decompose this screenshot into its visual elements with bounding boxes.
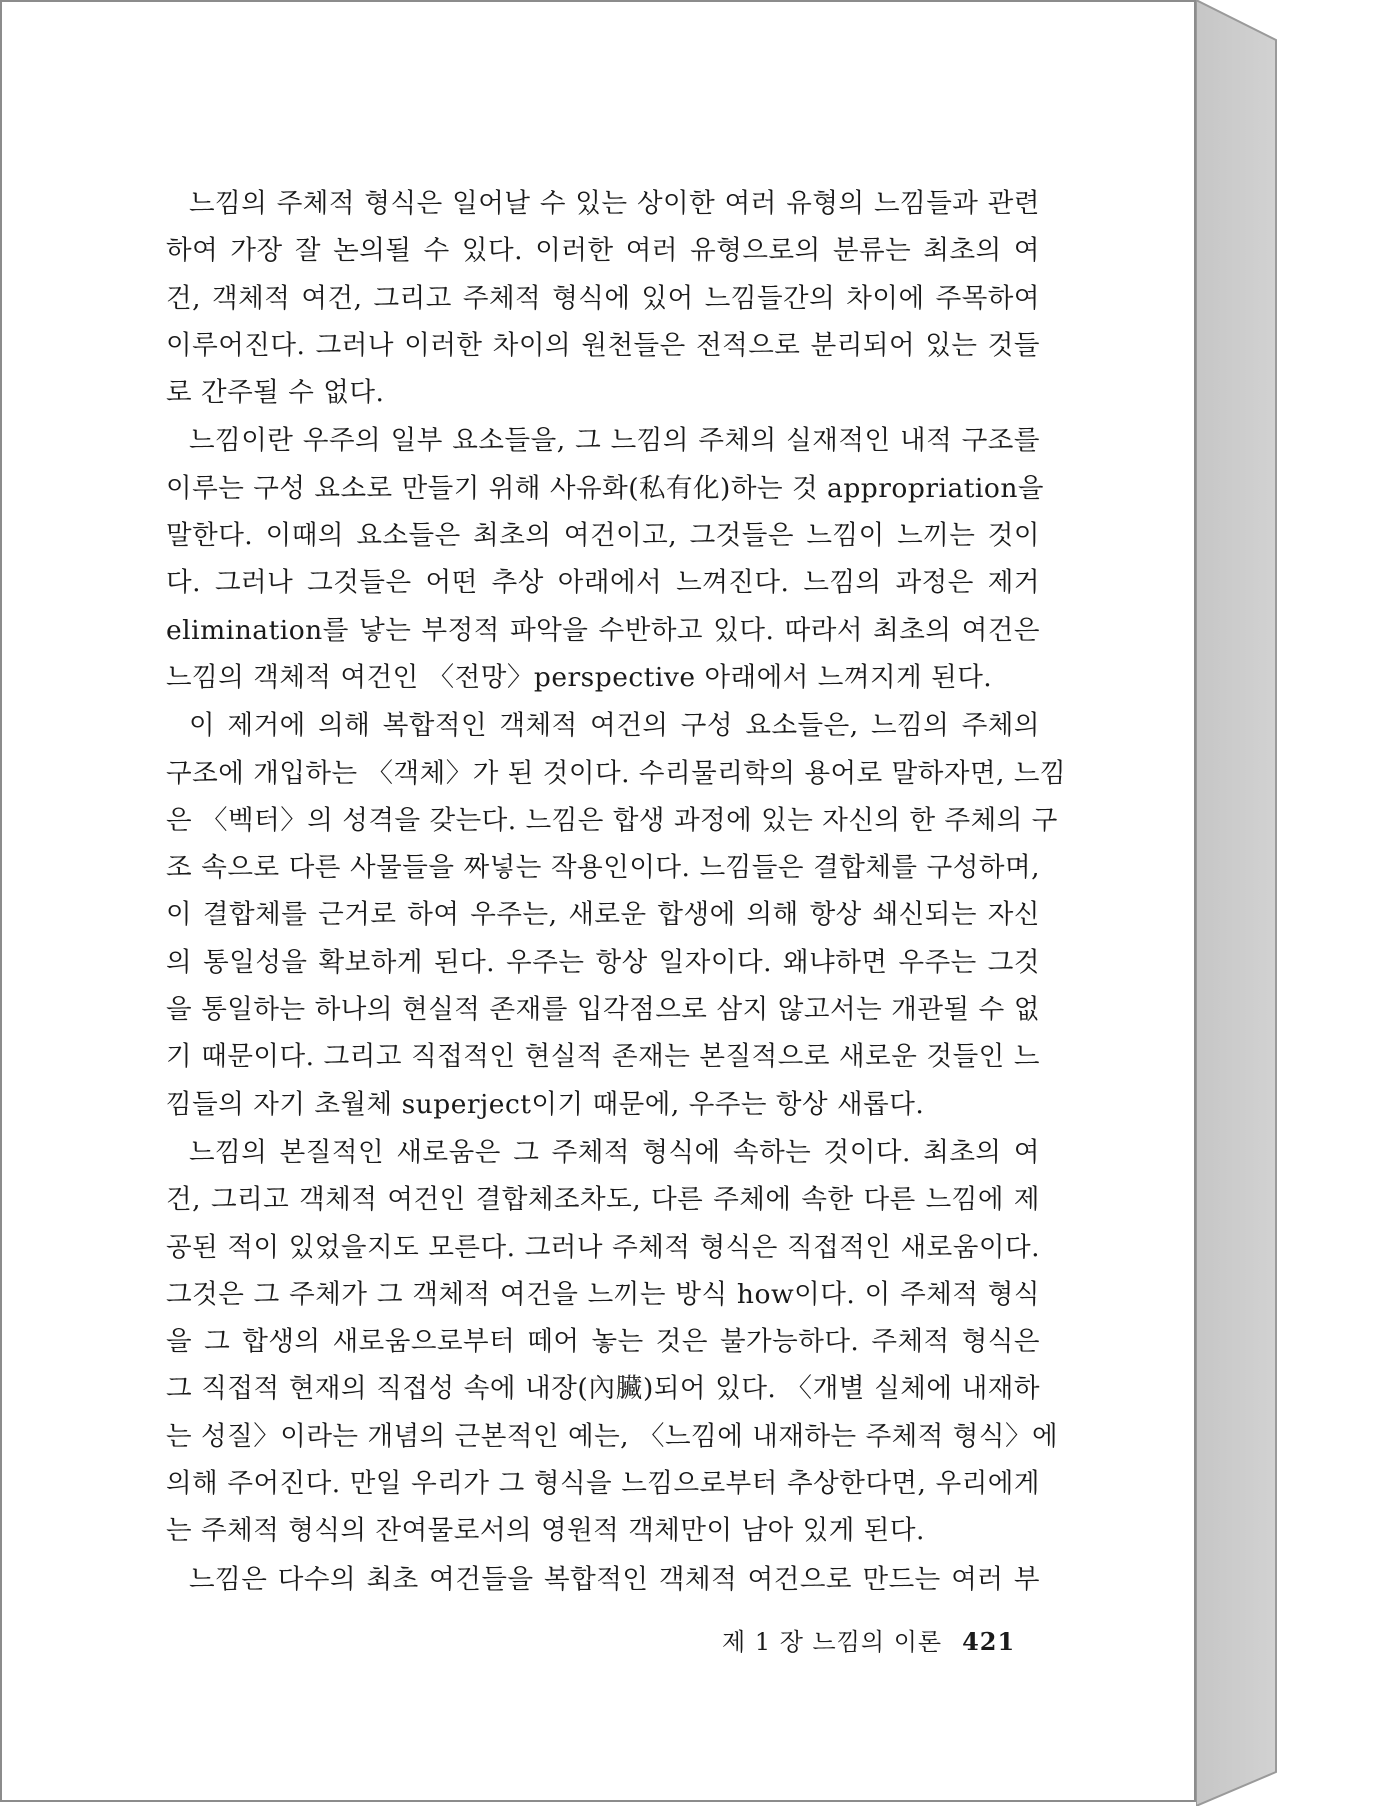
text-line: 의해 주어진다. 만일 우리가 그 형식을 느낌으로부터 추상한다면, 우리에게 (166, 1468, 1040, 1500)
text-line: 이루는 구성 요소로 만들기 위해 사유화(私有化)하는 것 appropriation을 (166, 472, 1045, 504)
text-line: 하여 가장 잘 논의될 수 있다. 이러한 여러 유형으로의 분류는 최초의 여 (166, 235, 1040, 267)
text-line: 을 그 합생의 새로움으로부터 떼어 놓는 것은 불가능하다. 주체적 형식은 (166, 1326, 1040, 1358)
text-line: 을 통일하는 하나의 현실적 존재를 입각점으로 삼지 않고서는 개관될 수 없 (166, 994, 1040, 1026)
text-line: 이루어진다. 그러나 이러한 차이의 원천들은 전적으로 분리되어 있는 것들 (166, 329, 1040, 361)
text-line: 건, 그리고 객체적 여건인 결합체조차도, 다른 주체에 속한 다른 느낌에 제 (166, 1184, 1040, 1216)
page-body (166, 180, 1067, 1603)
paragraph (166, 1556, 1040, 1603)
text-line: 조 속으로 다른 사물들을 짜넣는 작용인이다. 느낌들은 결합체를 구성하며, (166, 852, 1040, 884)
text-line: 로 간주될 수 없다. (166, 377, 385, 409)
text-line: 이 제거에 의해 복합적인 객체적 여건의 구성 요소들은, 느낌의 주체의 (189, 710, 1040, 742)
text-line: 는 주체적 형식의 잔여물로서의 영원적 객체만이 남아 있게 된다. (166, 1515, 925, 1547)
text-line: 느낌의 본질적인 새로움은 그 주체적 형식에 속하는 것이다. 최초의 여 (189, 1136, 1040, 1168)
text-line: 은 〈벡터〉의 성격을 갖는다. 느낌은 합생 과정에 있는 자신의 한 주체의 구 (166, 804, 1058, 836)
text-line: 느낌의 객체적 여건인 〈전망〉perspective 아래에서 느껴지게 된다. (166, 661, 993, 693)
text-line: 느낌의 주체적 형식은 일어날 수 있는 상이한 여러 유형의 느낌들과 관련 (189, 188, 1040, 219)
page-number: 421 (962, 1627, 1016, 1656)
text-line: 기 때문이다. 그리고 직접적인 현실적 존재는 본질적으로 새로운 것들인 느 (166, 1041, 1040, 1073)
text-line: 구조에 개입하는 〈객체〉가 된 것이다. 수리물리학의 용어로 말하자면, 느낌 (166, 757, 1067, 789)
page-stack-edge-shape (1196, 0, 1280, 1806)
text-line: 다. 그러나 그것들은 어떤 추상 아래에서 느껴진다. 느낌의 과정은 제거 (166, 567, 1040, 599)
text-line: 그 직접적 현재의 직접성 속에 내장(內臟)되어 있다. 〈개별 실체에 내재하 (166, 1373, 1040, 1405)
text-line: 는 성질〉이라는 개념의 근본적인 예는, 〈느낌에 내재하는 주체적 형식〉에 (166, 1420, 1059, 1452)
page-footer (722, 1622, 1022, 1657)
paragraph (166, 1129, 1059, 1555)
page-stack-edge (1196, 0, 1280, 1806)
text-line: elimination를 낳는 부정적 파악을 수반하고 있다. 따라서 최초의 여건은 (166, 614, 1040, 646)
text-line: 의 통일성을 확보하게 된다. 우주는 항상 일자이다. 왜냐하면 우주는 그것 (166, 946, 1040, 978)
text-line: 공된 적이 있었을지도 모른다. 그러나 주체적 형식은 직접적인 새로움이다. (166, 1231, 1040, 1263)
paragraph (166, 702, 1067, 1128)
text-line: 이 결합체를 근거로 하여 우주는, 새로운 합생에 의해 항상 쇄신되는 자신 (166, 899, 1040, 931)
paragraph (166, 180, 1040, 416)
text-line: 느낌이란 우주의 일부 요소들을, 그 느낌의 주체의 실재적인 내적 구조를 (189, 425, 1040, 457)
paragraph (166, 417, 1045, 701)
text-line: 낌들의 자기 초월체 superject이기 때문에, 우주는 항상 새롭다. (166, 1088, 925, 1120)
text-line: 느낌은 다수의 최초 여건들을 복합적인 객체적 여건으로 만드는 여러 부 (189, 1563, 1040, 1595)
text-line: 건, 객체적 여건, 그리고 주체적 형식에 있어 느낌들간의 차이에 주목하여 (166, 282, 1040, 314)
text-line: 그것은 그 주체가 그 객체적 여건을 느끼는 방식 how이다. 이 주체적 형식 (166, 1278, 1040, 1310)
text-line: 말한다. 이때의 요소들은 최초의 여건이고, 그것들은 느낌이 느끼는 것이 (166, 520, 1040, 552)
running-chapter-title: 제 1 장 느낌의 이론 (722, 1628, 943, 1656)
